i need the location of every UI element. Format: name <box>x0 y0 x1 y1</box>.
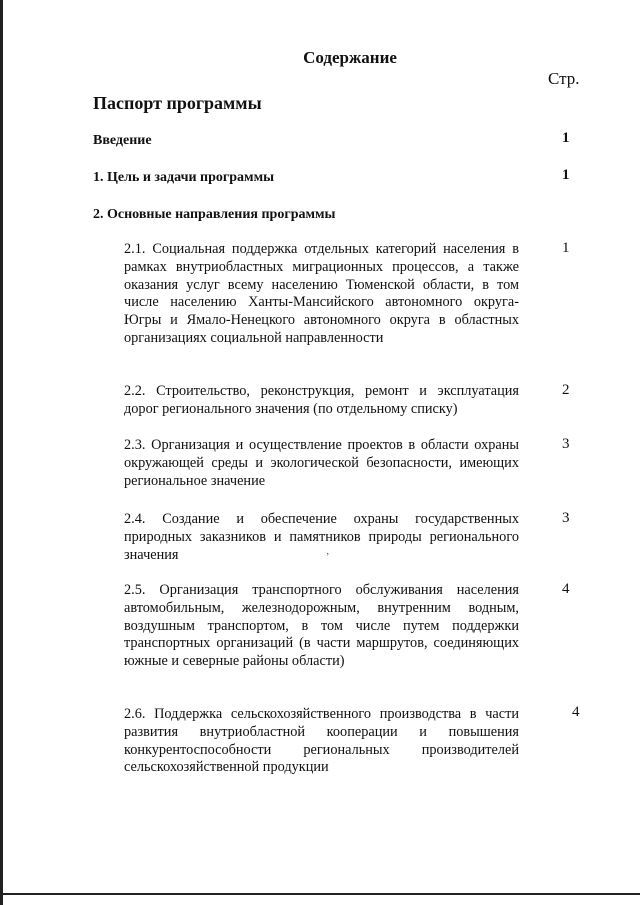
toc-item-2-1 <box>124 241 519 348</box>
toc-item-2-2-page: 2 <box>562 382 570 398</box>
toc-item-2-4-page: 3 <box>562 510 570 526</box>
toc-item-text: 2.2. Строительство, реконструкция, ремонт и эксплуатация дорог регионального значения (по отдельному списку) <box>124 383 519 417</box>
passport-heading: Паспорт программы <box>93 93 262 113</box>
goals-page-number: 1 <box>562 167 570 183</box>
intro-entry: Введение <box>93 133 152 148</box>
toc-item-2-1-page: 1 <box>562 240 570 256</box>
toc-item-2-5 <box>124 582 519 671</box>
page-left-edge <box>0 0 3 905</box>
toc-item-text: 2.4. Создание и обеспечение охраны государственных природных заказников и памятников природы регионального значения <box>124 511 519 563</box>
goals-entry: 1. Цель и задачи программы <box>93 170 275 185</box>
toc-item-2-2 <box>124 383 519 419</box>
toc-item-2-5-page: 4 <box>562 581 570 597</box>
toc-item-text: 2.5. Организация транспортного обслуживания населения автомобильным, железнодорожным, внутренним водным, воздушным транспортом, в том числе путем поддержки транспортных организаций (в части маршрутов, соединяющих южные и северные районы области) <box>124 582 519 670</box>
toc-item-text: 2.3. Организация и осуществление проектов в области охраны окружающей среды и экологической безопасности, имеющих региональное значение <box>124 437 519 489</box>
toc-item-2-4 <box>124 511 519 564</box>
toc-item-text: 2.1. Социальная поддержка отдельных категорий населения в рамках внутриобластных миграционных процессов, а также оказания услуг всему населению Тюменской области, в том числе населению Ханты-Мансийского автономного округа-Югры и Ямало-Ненецкого автономного округа в областных организациях социальной направленности <box>124 241 519 346</box>
pages-column-header: Стр. <box>548 69 580 88</box>
page-title: Содержание <box>303 48 397 67</box>
toc-item-2-3-page: 3 <box>562 436 570 452</box>
scan-mark: ʼ <box>326 552 330 563</box>
toc-item-2-3 <box>124 437 519 490</box>
intro-page-number: 1 <box>562 130 570 146</box>
toc-item-text: 2.6. Поддержка сельскохозяйственного производства в части развития внутриобластной кооперации и повышения конкурентоспособности региональных производителей сельскохозяйственной продукции <box>124 706 519 776</box>
directions-entry: 2. Основные направления программы <box>93 207 336 222</box>
toc-item-2-6-page: 4 <box>572 704 580 720</box>
page-bottom-edge <box>0 893 640 895</box>
toc-item-2-6 <box>124 706 519 777</box>
